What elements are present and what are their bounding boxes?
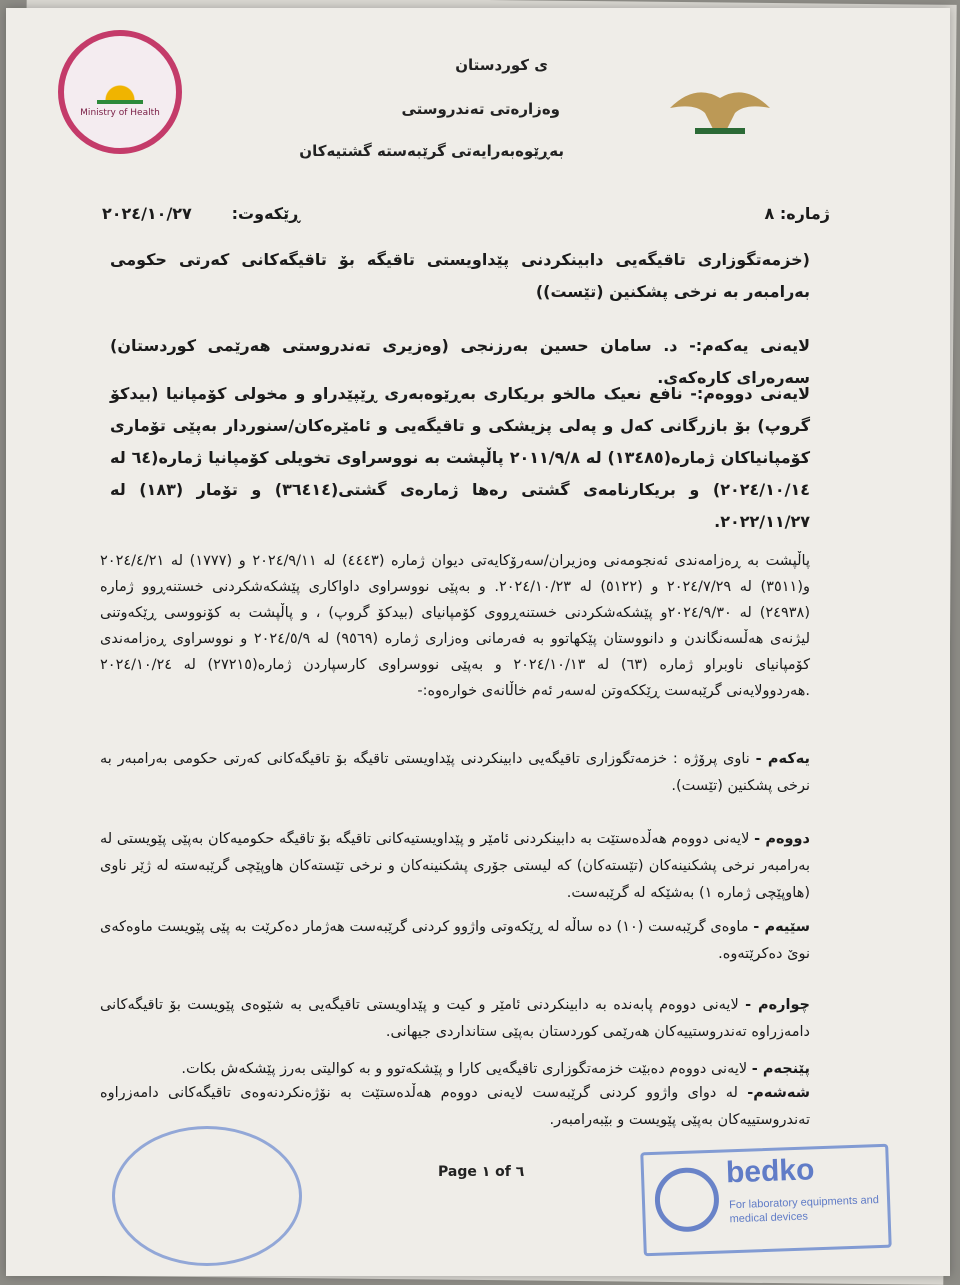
official-stamp (112, 1126, 302, 1266)
reference-number: ژمارە: ٨ (764, 204, 830, 223)
emblem-text: Ministry of Health (80, 108, 160, 118)
article-text: لە دوای واژوو کردنی گرێبەست لایەنی دووەم هەڵدەستێت بە نۆژەنکردنەوەی تاقیگەکانی دامەزراوە تەندروستییەکان بەپێی پێویست و بێبەرامبەر. (100, 1085, 810, 1128)
letterhead (6, 8, 950, 178)
article-text: لایەنی دووەم پابەندە بە دابینکردنی ئامێر و کیت و پێداویستی تاقیگەیی بە شێوەی پێویست بۆ تاقیگەکانی دامەزراوە تەندروستییەکان هەرێمی کوردستان بەپێی ستانداردی جیهانی. (100, 997, 810, 1040)
eagle-emblem-icon (665, 78, 775, 138)
article-1 (100, 746, 810, 800)
letterhead-region: ی کوردستان (455, 56, 548, 74)
letterhead-ministry: وەزارەتی تەندروستی (401, 100, 560, 118)
stamp-brand: bedko (725, 1153, 815, 1190)
ministry-emblem-logo (58, 30, 182, 154)
article-text: لایەنی دووەم هەڵدەستێت بە دابینکردنی ئامێر و پێداویستیەکانی تاقیگە بۆ تاقیگە حکومیەکان بەپێی پێویستی لە بەرامبەر نرخی پشکنینەکان (تێستەکان) کە لیستی جۆری پشکنینەکان و نرخی تێستەکان هاوپێچی گرێبەستە لە ژێر ناوی (هاوپێچی ژمارە ١) بەشێکە لە گرێبەست. (100, 831, 810, 901)
article-label: شەشەم- (747, 1085, 810, 1101)
sun-icon (97, 70, 143, 104)
intro-paragraph: پاڵپشت بە ڕەزامەندی ئەنجومەنی وەزیران/سەرۆکایەتی دیوان ژمارە (٤٤٤٣) لە ٢٠٢٤/٩/١١ و (١٧٧٧) لە ٢٠٢٤/٤/٢١ و(٣٥١١) لە ٢٠٢٤/٧/٢٩ و (٥١٢٢) لە ٢٠٢٤/١٠/٢٣. و بەپێی نووسراوی داواکاری پێشکەشکردنی خستنەڕوو ژمارە (٢٤٩٣٨) لە ٢٠٢٤/٩/٣٠و پێشکەشکردنی خستنەڕووی کۆمپانیای (بیدکۆ گروپ) ، و پاڵپشت بە کۆنووسی ڕێکەوتنی لیژنەی هەڵسەنگاندن و دانووستان پێکهاتوو بە فەرمانی وەزاری ژمارە (٩٥٦٩) لە ٢٠٢٤/٥/٩ و نووسراوی ڕەزامەندی کۆمپانیای ناوبراو ژمارە (٦٣) لە ٢٠٢٤/١٠/١٣ و بەپێی نووسراوی کارسپاردن ژمارە(٢٧٢١٥) لە ٢٠٢٤/١٠/٢٤ .هەردوولایەنی گرێبەست ڕێککەوتن لەسەر ئەم خاڵانەی خوارەوە:- (100, 553, 810, 699)
bedko-logo-icon (654, 1167, 720, 1233)
article-label: سێیەم - (753, 919, 811, 935)
article-text: لایەنی دووەم دەبێت خزمەتگوزاری تاقیگەیی کارا و پێشکەتوو و بە کوالیتی بەرز پێشکەش بکات. (181, 1061, 752, 1077)
stamp-tagline: For laboratory equipments and medical devices (728, 1194, 880, 1226)
article-3 (100, 914, 810, 968)
article-2 (100, 826, 810, 907)
first-party: لایەنی یەکەم:- د. سامان حسین بەرزنجی (وەزیری تەندروستی هەرێمی کوردستان) سەرەرای کارەکەی. (110, 336, 810, 387)
second-party: لایەنی دووەم:- نافع نعیک مالخو بریکاری بەڕێوەبەری ڕێپێدراو و مخولی کۆمپانیا (بیدکۆ گروپ) بۆ بازرگانی کەل و پەلی پزیشکی و تاقیگەیی و ئامێرەکان/سنوردار بەپێی تۆماری کۆمپانیاکان ژمارە(١٣٤٨٥) لە ٢٠١١/٩/٨ پاڵپشت بە نووسراوی تخویلی کۆمپانیا ژمارە(٦٤ لە ٢٠٢٤/١٠/١٤) و بریکارنامەی گشتی رەها ژمارەی گشتی(٣٦٤١٤) و تۆمار (١٨٣) لە ٢٠٢٢/١١/٢٧. (110, 384, 811, 531)
date-value: ٢٠٢٤/١٠/٢٧ (102, 204, 192, 223)
company-stamp (640, 1144, 891, 1257)
article-label: پێنجەم - (751, 1061, 810, 1077)
document-page (6, 8, 950, 1276)
article-label: یەکەم - (755, 751, 810, 767)
date-label: ڕێکەوت: (231, 204, 300, 223)
article-text: ناوی پرۆژە : خزمەتگوزاری تاقیگەیی دابینکردنی پێداویستی تاقیگە بۆ تاقیگەکانی کەرتی حکومی بەرامبەر بە نرخی پشکنین (تێست). (100, 751, 810, 794)
article-4 (100, 992, 810, 1046)
letterhead-directorate: بەڕێوەبەرایەتی گرێبەستە گشتیەکان (299, 142, 564, 160)
article-label: چوارەم - (745, 997, 810, 1013)
article-5 (100, 1056, 810, 1083)
page-number: Page ١ of ٦ (438, 1164, 525, 1180)
contract-title: (خزمەتگوزاری تاقیگەیی دابینکردنی پێداویستی تاقیگە بۆ تاقیگەکانی کەرتی حکومی بەرامبەر بە نرخی پشکنین (تێست)) (110, 250, 810, 301)
reference-row (6, 204, 950, 234)
article-text: ماوەی گرێبەست (١٠) دە ساڵە لە ڕێکەوتی واژوو کردنی گرێبەست هەژمار دەکرێت بە پێی پێویست ماوەکەی نوێ دەکرێتەوە. (100, 919, 810, 962)
article-label: دووەم - (754, 831, 810, 847)
